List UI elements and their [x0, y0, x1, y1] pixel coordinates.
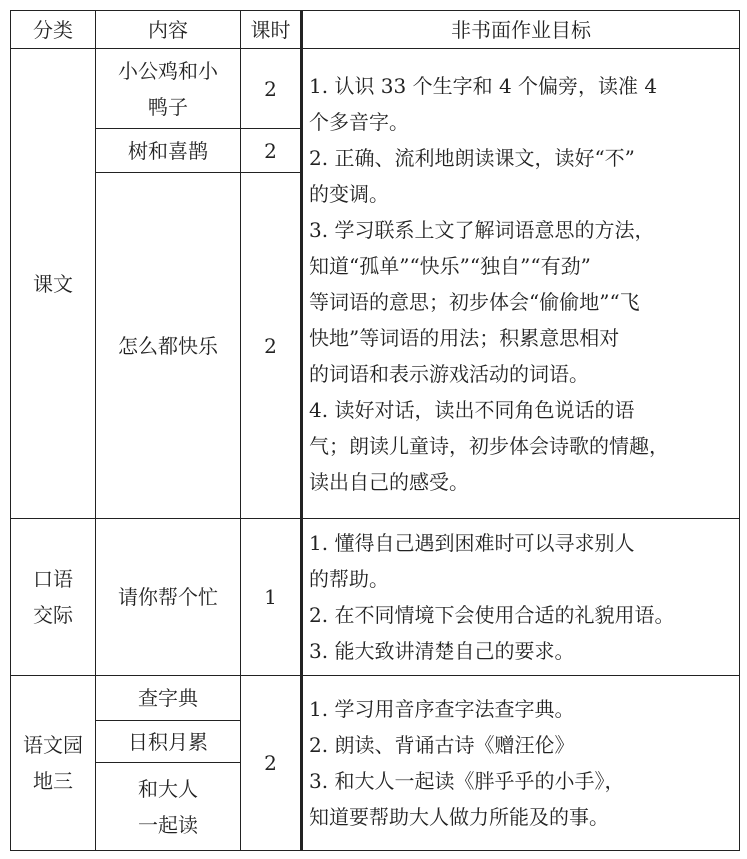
goal-line: 快地”等词语的用法；积累意思相对: [309, 325, 620, 350]
hours-cell: 2: [240, 128, 301, 173]
category-text: 交际: [33, 603, 73, 627]
lesson-name: 和大人: [138, 776, 198, 801]
goal-line: 3. 能大致讲清楚自己的要求。: [309, 639, 575, 663]
goal-line: 的帮助。: [309, 567, 389, 591]
goal-line: 1. 认识 33 个生字和 4 个偏旁，读准 4: [309, 73, 658, 98]
category-cell: [10, 675, 96, 851]
lesson-cell: 怎么都快乐: [95, 172, 241, 519]
goals-cell: [300, 48, 740, 519]
lesson-name: 鸭子: [148, 94, 188, 119]
lesson-name: 小公鸡和小: [118, 58, 218, 83]
hours-cell: 2: [240, 675, 301, 851]
header-hours: 课时: [240, 10, 301, 49]
lesson-cell: 请你帮个忙: [95, 518, 241, 676]
lesson-cell: [95, 48, 241, 129]
hours-cell: 1: [240, 518, 301, 676]
lesson-cell: 树和喜鹊: [95, 128, 241, 173]
header-content: 内容: [95, 10, 241, 49]
lesson-cell: 查字典: [95, 675, 241, 721]
header-category: 分类: [10, 10, 96, 49]
goal-line: 读出自己的感受。: [309, 469, 469, 494]
goal-line: 等词语的意思；初步体会“偷偷地”“飞: [309, 289, 640, 314]
goal-line: 2. 朗读、背诵古诗《赠汪伦》: [309, 733, 575, 757]
lesson-cell: 日积月累: [95, 720, 241, 763]
category-cell: 课文: [10, 48, 96, 519]
category-text: 地三: [33, 769, 73, 793]
goal-line: 3. 和大人一起读《胖乎乎的小手》，: [309, 769, 625, 793]
goal-line: 2. 正确、流利地朗读课文，读好“不”: [309, 145, 635, 170]
goal-line: 的词语和表示游戏活动的词语。: [309, 361, 589, 386]
lesson-name: 一起读: [138, 812, 198, 837]
lesson-cell: [95, 762, 241, 851]
category-text: 口语: [33, 567, 73, 591]
goal-line: 知道“孤单”“快乐”“独自”“有劲”: [309, 253, 591, 278]
goals-cell: [300, 675, 740, 851]
goal-line: 2. 在不同情境下会使用合适的礼貌用语。: [309, 603, 675, 627]
header-goals: 非书面作业目标: [300, 10, 740, 49]
goal-line: 个多音字。: [309, 109, 409, 134]
goal-line: 的变调。: [309, 181, 389, 206]
goal-line: 知道要帮助大人做力所能及的事。: [309, 805, 609, 829]
goal-line: 1. 学习用音序查字法查字典。: [309, 697, 575, 721]
goals-cell: [300, 518, 740, 676]
goal-line: 气；朗读儿童诗，初步体会诗歌的情趣，: [309, 433, 669, 458]
goal-line: 1. 懂得自己遇到困难时可以寻求别人: [309, 531, 635, 555]
goal-line: 3. 学习联系上文了解词语意思的方法，: [309, 217, 655, 242]
category-cell: [10, 518, 96, 676]
hours-cell: 2: [240, 172, 301, 519]
goal-line: 4. 读好对话，读出不同角色说话的语: [309, 397, 635, 422]
category-text: 语文园: [23, 733, 83, 757]
hours-cell: 2: [240, 48, 301, 129]
